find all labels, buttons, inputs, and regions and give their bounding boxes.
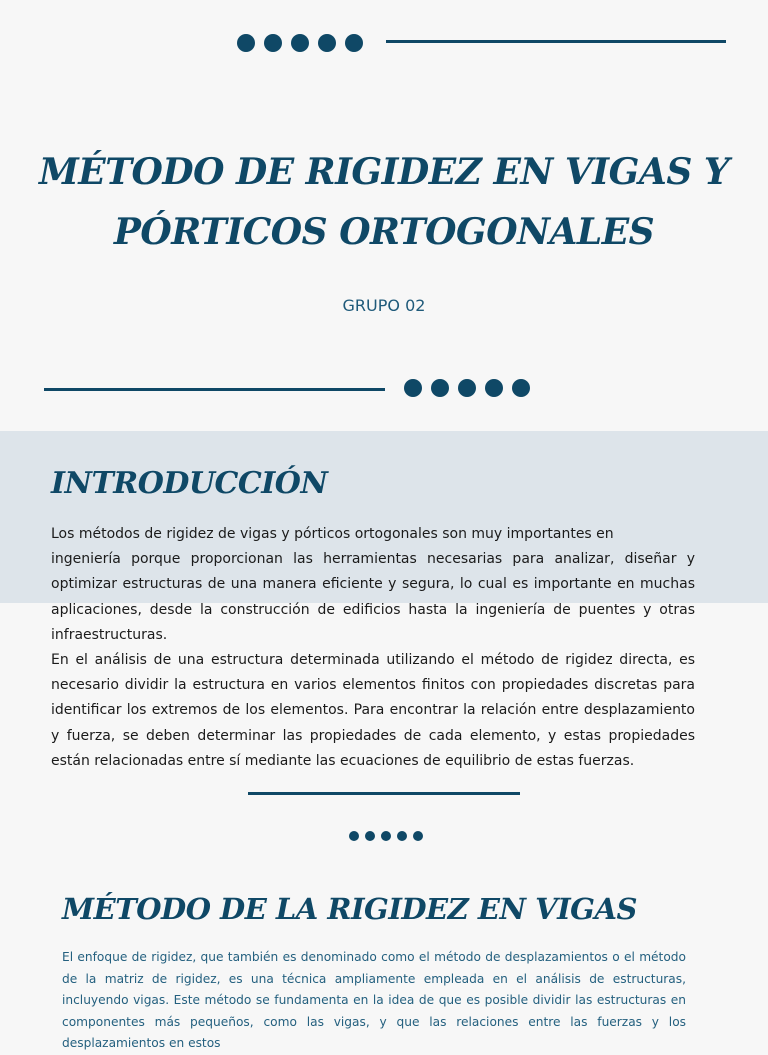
title-line-1: MÉTODO DE RIGIDEZ EN VIGAS Y: [38, 151, 730, 193]
decor-dot: [458, 379, 476, 397]
intro-paragraph-2: En el análisis de una estructura determinada utilizando el método de rigidez directa, es necesario dividir la estructura en varios elementos finitos con propiedades discretas para identificar los extremos de los elementos. Para encontrar la relación entre desplazamiento y fuerza, se deben determinar las propiedades de cada elemento, y estas propiedades están relacionadas entre sí mediante las ecuaciones de equilibrio de estas fuerzas.: [51, 652, 695, 769]
intro-body: [51, 522, 695, 774]
decor-dot: [264, 34, 282, 52]
decor-dot: [431, 379, 449, 397]
intro-heading: INTRODUCCIÓN: [51, 466, 328, 501]
intro-paragraph-1: ingeniería porque proporcionan las herramientas necesarias para analizar, diseñar y optimizar estructuras de una manera eficiente y segura, lo cual es importante en muchas aplicaciones, desde la construcción de edificios hasta la ingeniería de puentes y otras infraestructuras.: [51, 551, 695, 643]
decor-dot: [349, 831, 359, 841]
section-heading: MÉTODO DE LA RIGIDEZ EN VIGAS: [62, 892, 637, 926]
section-body: El enfoque de rigidez, que también es denominado como el método de desplazamientos o el método de la matriz de rigidez, es una técnica ampliamente empleada en el análisis de estructuras, incluyendo vigas. Este método se fundamenta en la idea de que es posible dividir las estructuras en componentes más pequeños, como las vigas, y que las relaciones entre las fuerzas y los desplazamientos en estos: [62, 950, 686, 1051]
middle-rule: [44, 388, 385, 391]
decor-dot: [237, 34, 255, 52]
decor-dot: [404, 379, 422, 397]
decor-dot: [413, 831, 423, 841]
decor-dot: [291, 34, 309, 52]
decor-dot: [397, 831, 407, 841]
decor-dot: [365, 831, 375, 841]
page-title: [0, 142, 768, 262]
decor-dot: [381, 831, 391, 841]
decor-dot: [345, 34, 363, 52]
lower-rule: [248, 792, 520, 795]
title-line-2: PÓRTICOS ORTOGONALES: [113, 211, 655, 253]
decor-dot: [318, 34, 336, 52]
top-dot-row: [237, 34, 363, 52]
top-rule: [386, 40, 726, 43]
decor-dot: [485, 379, 503, 397]
middle-dot-row: [404, 379, 530, 397]
decor-dot: [512, 379, 530, 397]
group-label: GRUPO 02: [342, 296, 426, 315]
lower-dot-row: [349, 831, 423, 841]
intro-first-line: Los métodos de rigidez de vigas y pórticos ortogonales son muy importantes en: [51, 526, 614, 542]
